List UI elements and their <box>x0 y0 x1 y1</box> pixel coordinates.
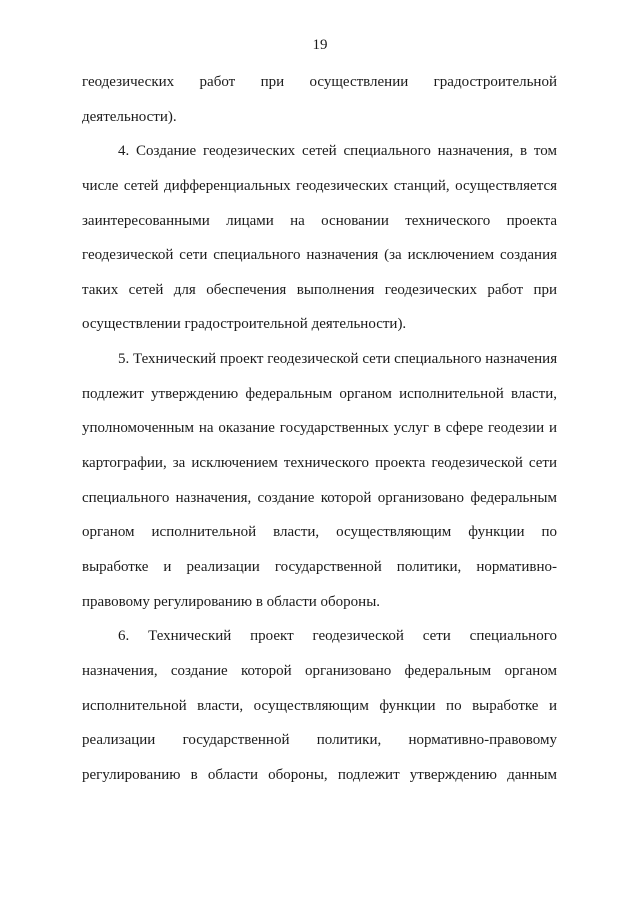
text-line: геодезической сети специального назначения (за исключением создания <box>82 247 557 264</box>
text-line: специального назначения, создание которой организовано федеральным <box>82 489 557 506</box>
text-line: картографии, за исключением технического проекта геодезической сети <box>82 455 557 472</box>
text-line: уполномоченным на оказание государственных услуг в сфере геодезии и <box>82 420 557 437</box>
paragraph-item-4 <box>82 134 557 342</box>
text-line: реализации государственной политики, нормативно-правовому <box>82 732 557 749</box>
text-line: заинтересованными лицами на основании технического проекта <box>82 212 557 229</box>
text-line: геодезических работ при осуществлении градостроительной <box>82 74 557 90</box>
text-line: органом исполнительной власти, осуществляющим функции по <box>82 524 557 541</box>
page-number: 19 <box>312 37 328 53</box>
text-line: 4. Создание геодезических сетей специального назначения, в том <box>118 143 557 160</box>
text-line: правовому регулированию в области обороны. <box>82 593 381 610</box>
text-line: таких сетей для обеспечения выполнения геодезических работ при <box>82 281 557 298</box>
body-text <box>82 65 557 792</box>
paragraph-continued <box>82 65 557 134</box>
text-line: числе сетей дифференциальных геодезических станций, осуществляется <box>82 177 557 194</box>
text-line: 6. Технический проект геодезической сети специального <box>118 628 557 645</box>
text-line: регулированию в области обороны, подлежит утверждению данным <box>82 766 557 783</box>
text-line: деятельности). <box>82 108 177 125</box>
text-line: осуществлении градостроительной деятельности). <box>82 316 407 333</box>
text-line: исполнительной власти, осуществляющим функции по выработке и <box>82 697 557 714</box>
paragraph-item-5 <box>82 342 557 619</box>
text-line: подлежит утверждению федеральным органом исполнительной власти, <box>82 385 557 402</box>
text-line: 5. Технический проект геодезической сети специального назначения <box>118 351 558 368</box>
text-line: выработке и реализации государственной политики, нормативно- <box>82 558 557 575</box>
paragraph-item-6 <box>82 619 557 792</box>
text-line: назначения, создание которой организовано федеральным органом <box>82 662 557 679</box>
